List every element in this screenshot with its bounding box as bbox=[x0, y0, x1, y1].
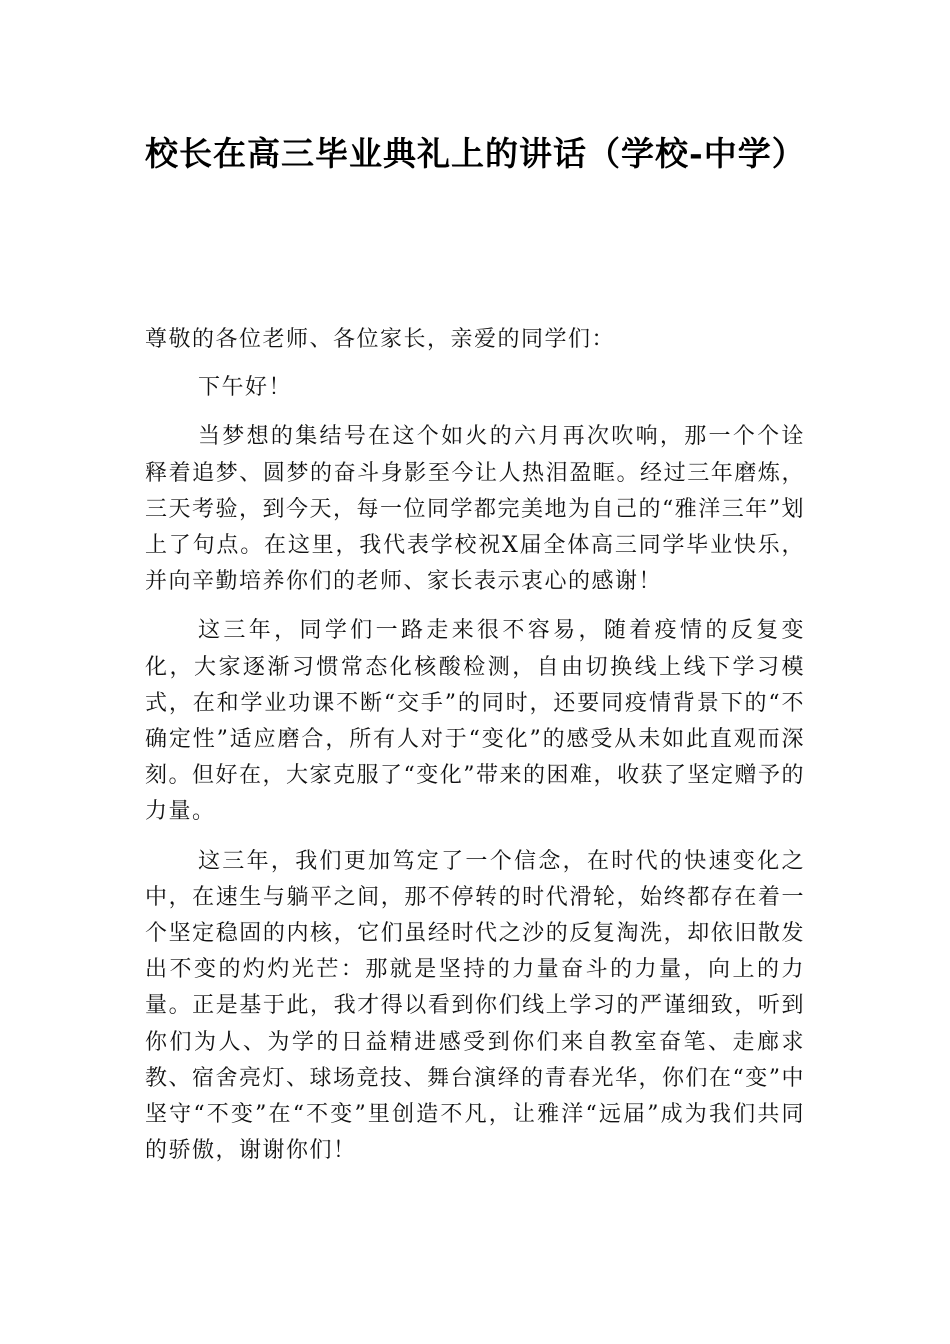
salutation: 尊敬的各位老师、各位家长，亲爱的同学们： bbox=[145, 327, 616, 352]
paragraph-greeting: 下午好！ bbox=[198, 375, 293, 401]
paragraph-2: 这三年，同学们一路走来很不容易，随着疫情的反复变化，大家逐渐习惯常态化核酸检测，自由切换线上线下学习模式，在和学业功课不断“交手”的同时，还要同疫情背景下的“不确定性”适应磨合，所有人对于“变化”的感受从未如此直观而深刻。但好在，大家克服了“变化”带来的困难，收获了坚定赠予的力量。 bbox=[145, 618, 805, 825]
document-body bbox=[145, 322, 805, 1169]
paragraph-1: 当梦想的集结号在这个如火的六月再次吹响，那一个个诠释着追梦、圆梦的奋斗身影至今让人热泪盈眶。经过三年磨炼，三天考验，到今天，每一位同学都完美地为自己的“雅洋三年”划上了句点。在这里，我代表学校祝X届全体高三同学毕业快乐，并向辛勤培养你们的老师、家长表示衷心的感谢！ bbox=[145, 424, 805, 595]
paragraph-3: 这三年，我们更加笃定了一个信念，在时代的快速变化之中，在速生与躺平之间，那不停转的时代滑轮，始终都存在着一个坚定稳固的内核，它们虽经时代之沙的反复淘洗，却依旧散发出不变的灼灼光芒：那就是坚持的力量奋斗的力量，向上的力量。正是基于此，我才得以看到你们线上学习的严谨细致，听到你们为人、为学的日益精进感受到你们来自教室奋笔、走廊求教、宿舍亮灯、球场竞技、舞台演绎的青春光华，你们在“变”中坚守“不变”在“不变”里创造不凡，让雅洋“远届”成为我们共同的骄傲，谢谢你们！ bbox=[145, 848, 805, 1164]
document-title: 校长在高三毕业典礼上的讲话（学校-中学） bbox=[145, 134, 806, 173]
